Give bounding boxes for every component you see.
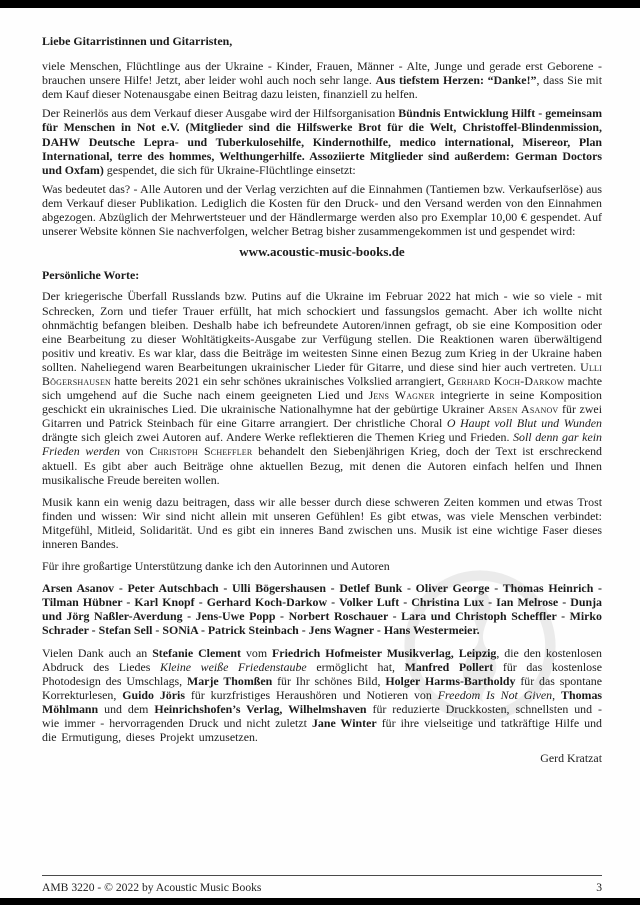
text-segment: Gerhard Koch-Darkow xyxy=(447,373,565,388)
text-segment: von xyxy=(119,444,150,459)
footer-page-number: 3 xyxy=(596,881,602,894)
website-url: www.acoustic-music-books.de xyxy=(239,244,405,260)
text-segment: für reduzierte Druckkosten, schnellsten und - wie immer - hervorragenden Druck und nicht zuletzt xyxy=(42,701,602,731)
text-segment: , die den kostenlosen Abdruck des Liedes xyxy=(42,645,603,674)
text-segment: Bündnis Entwicklung Hilft - gemeinsam für Menschen in Not e.V. (Mitglieder sind die Hilfswerke Brot für die Welt, Christoffel-Blindenmission, DAHW Deutsche Lepra- und Tuberkulosehilfe, Kindernothilfe, medico international, Misereor, Plan International, terre des hommes, Welthungerhilfe. Assoziierte Mitglieder sind außerdem: German Doctors und Oxfam) xyxy=(42,106,602,177)
text-segment: Christoph Scheffler xyxy=(149,444,253,459)
text-segment: und dem xyxy=(98,701,155,716)
text-segment: Friedrich Hofmeister Musikverlag, Leipzig xyxy=(272,645,497,660)
text-segment: Der kriegerische Überfall Russlands bzw. Putins auf die Ukraine im Februar 2022 hat mich - wie so viele - mit Schrecken, Zorn und tiefer Trauer erfüllt, hat mich schockiert und fassungslos gemacht. Aber ich wollte nicht ohnmächtig befangen bleiben. Deshalb habe ich befreundete Autoren/innen gefragt, ob sie eine Komposition oder eine Bearbeitung zu dieser Wohltätigkeits-Ausgabe zur Verfügung stellen. Die Reaktionen waren überwältigend positiv und kreativ. Es war klar, dass die Beiträge im weitesten Sinne einen Bezug zum Krieg in der Ukraine haben sollten. Naheliegend waren Bearbeitungen ukrainischer Lieder für Gitarre, und diese sind hier auch vertreten. xyxy=(42,289,602,374)
scan-edge-top xyxy=(0,0,640,8)
text-segment: , xyxy=(552,687,562,702)
paragraph-music-comfort xyxy=(42,495,602,551)
paragraph-donation-explanation xyxy=(42,182,602,238)
text-segment: Kleine weiße Friedenstaube xyxy=(160,659,307,674)
text-segment: vom xyxy=(241,645,273,660)
text-segment: viele Menschen, Flüchtlinge aus der Ukraine - Kinder, Frauen, Männer - Alte, Junge und gerade erst Geborene - brauchen unsere Hilfe! Jetzt, aber leider wohl auch noch sehr lange. xyxy=(42,59,602,88)
text-segment: Arsen Asanov - Peter Autschbach - Ulli Bögershausen - Detlef Bunk - Oliver George - Thomas Heinrich - Tilman Hübner - Karl Knopf - Gerhard Koch-Darkow - Volker Luft - Christina Lux - Ian Melrose - Dunja und Jörg Naßler-Averdung - Jens-Uwe Popp - Norbert Roschauer - Lara und Christoph Scheffler - Mirko Schrader - Stefan Sell - SONiA - Patrick Steinbach - Jens Wagner - Hans Westermeier. xyxy=(42,581,602,638)
text-segment: Thomas Möhlmann xyxy=(42,687,603,716)
footer-imprint: AMB 3220 - © 2022 by Acoustic Music Books xyxy=(42,881,262,894)
text-segment: Soll denn gar kein Frieden werden xyxy=(42,430,602,459)
text-segment: für das spontane Korrekturlesen, xyxy=(42,673,602,702)
text-segment: Für ihre großartige Unterstützung danke ich den Autorinnen und Autoren xyxy=(42,559,390,574)
page-content xyxy=(42,34,602,765)
section-heading-personal-words: Persönliche Worte: xyxy=(42,268,140,283)
text-segment: Holger Harms-Bartholdy xyxy=(385,673,516,688)
text-segment: gespendet, die sich für Ukraine-Flüchtlinge einsetzt: xyxy=(103,162,356,177)
text-segment: Jane Winter xyxy=(311,716,377,731)
text-segment: für zwei Gitarren und Patrick Steinbach für eine Gitarre arrangiert. Der christliche Choral xyxy=(42,402,602,431)
text-segment: ermöglicht hat, xyxy=(306,659,405,674)
text-segment: für das kostenlose Photodesign des Umschlags, xyxy=(42,659,603,688)
text-segment: , dass Sie mit dem Kauf dieser Notenausgabe einen Beitrag dazu leisten, finanziell zu helfen. xyxy=(42,73,602,102)
salutation: Liebe Gitarristinnen und Gitarristen, xyxy=(42,34,233,48)
text-segment: machte sich umgehend auf die Suche nach einem geeigneten Lied und xyxy=(42,373,602,403)
text-segment: Heinrichshofen’s Verlag, Wilhelmshaven xyxy=(154,701,367,716)
text-segment: Ulli Bögershausen xyxy=(42,359,602,388)
page-footer xyxy=(42,875,602,894)
text-segment: Marje Thomßen xyxy=(187,673,273,688)
text-segment: Arsen Asanov xyxy=(487,402,559,417)
paragraph-thanks-authors-intro xyxy=(42,559,602,573)
text-segment: Musik kann ein wenig dazu beitragen, dass wir alle besser durch diese schweren Zeiten kommen und etwas Trost finden und wissen: Wir sind nicht allein mit unseren Gefühlen! Es gibt etwas, was viele Menschen verbindet: Mitgefühl, Mitleid, Solidarität. Und es gibt ein inneres Band zwischen uns. Musik ist eine wichtige Faser dieses inneren Bandes. xyxy=(42,494,602,551)
paragraph-acknowledgements xyxy=(42,646,602,745)
signature-name: Gerd Kratzat xyxy=(540,751,602,766)
text-segment: Freedom Is Not Given xyxy=(437,687,553,702)
text-segment: Manfred Pollert xyxy=(404,659,494,674)
text-segment: hatte bereits 2021 ein sehr schönes ukrainisches Volkslied arrangiert, xyxy=(111,373,448,388)
scan-edge-bottom xyxy=(0,898,640,905)
text-segment: behandelt den Siebenjährigen Krieg, doch der Text ist erschreckend aktuell. Es gibt aber auch Beiträge ohne aktuellen Bezug, mit denen die Autoren einfach helfen und Ihnen musikalische Freude bereiten wollen. xyxy=(42,444,602,487)
paragraph-charity-organisation xyxy=(42,106,602,176)
text-segment: für Ihr schönes Bild, xyxy=(272,673,386,688)
text-segment: Stefanie Clement xyxy=(152,645,242,660)
text-segment: Der Reinerlös aus dem Verkauf dieser Ausgabe wird der Hilfsorganisation xyxy=(42,106,399,121)
paragraph-authors-list xyxy=(42,581,602,637)
paragraph-personal-words xyxy=(42,289,602,486)
text-segment: integrierte in seine Komposition geschickt ein ukrainisches Lied. Die ukrainische Nationalhymne hat der gebürtige Ukrainer xyxy=(42,388,602,417)
text-segment: für ihre vielseitige und tatkräftige Hilfe und die Ermutigung, dieses Projekt umzusetzen. xyxy=(42,716,602,745)
text-segment: für kurzfristiges Heraushören und Notieren von xyxy=(184,687,438,702)
paragraph-appeal xyxy=(42,59,602,101)
text-segment: Guido Jöris xyxy=(122,687,185,702)
text-segment: O Haupt voll Blut und Wunden xyxy=(446,416,603,431)
text-segment: Vielen Dank auch an xyxy=(42,645,153,660)
text-segment: Aus tiefstem Herzen: “Danke!” xyxy=(375,73,537,88)
text-segment: Jens Wagner xyxy=(368,388,435,403)
text-segment: drängte sich gleich zwei Autoren auf. Andere Werke reflektieren die Themen Krieg und Frieden. xyxy=(42,430,514,445)
text-segment: Was bedeutet das? - Alle Autoren und der Verlag verzichten auf die Einnahmen (Tantiemen bzw. Verkaufserlöse) aus dem Verkauf dieser Publikation. Lediglich die Kosten für den Druck- und den Versand werden von den Einnahmen abgezogen. Abzüglich der Mehrwertsteuer und der Händlermarge werden also pro Exemplar 10,00 € gespendet. Auf unserer Website können Sie nachverfolgen, welcher Betrag bisher zusammengekommen ist und gespendet wird: xyxy=(42,181,602,239)
